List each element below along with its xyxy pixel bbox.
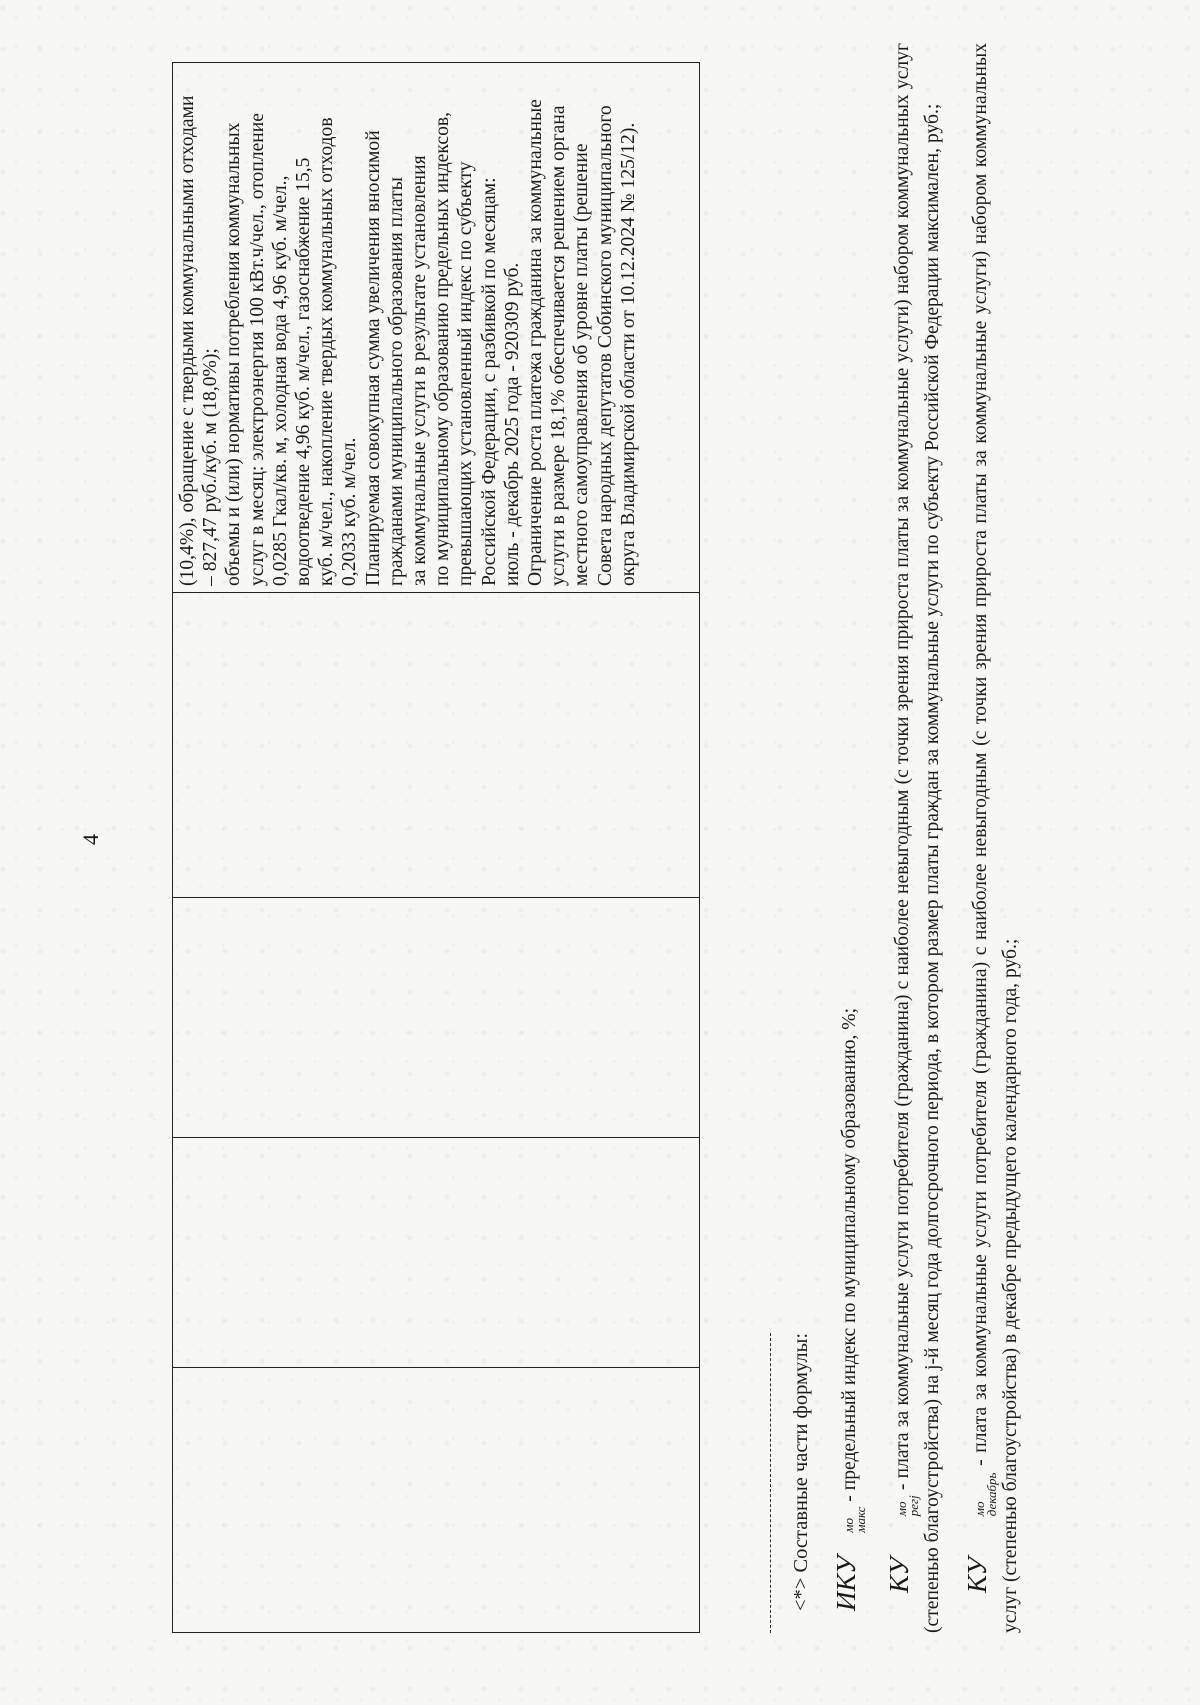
footnote-heading: <*> Составные части формулы: [790, 1332, 812, 1611]
footnote-item [962, 43, 1023, 1633]
table-cell-empty-3 [173, 898, 700, 1138]
cell-line: услуг в месяц: электроэнергия 100 кВт.ч/чел., отопление [246, 113, 268, 586]
cell-line: – 827,47 руб./куб. м (18,0%); [200, 348, 222, 586]
cell-line: Планируемая совокупная сумма увеличения вносимой [362, 130, 384, 586]
symbol-subscript: декабрь [984, 1472, 999, 1517]
cell-line: превышающих установленный индекс по субъекту [455, 161, 477, 586]
cell-line: 0,2033 куб. м/чел. [339, 437, 361, 586]
cell-line: услуги в размере 18,1% обеспечивается решением органа [548, 105, 570, 586]
cell-line: объемы и (или) нормативы потребления коммунальных [223, 122, 245, 586]
table-cell-empty-1 [173, 1368, 700, 1633]
symbol-subscript: регj [906, 1495, 921, 1517]
footnote-text: - плата за коммунальные услуги потребителя (гражданина) с наиболее невыгодным (с точки зрения прироста платы за коммунальные услуги) набором коммунальных услуг (степенью благоустройства) на j-й месяц года долгосрочного периода, в котором размер платы граждан за коммунальные услуги по субъекту Российской Федерации максимален, руб.; [892, 43, 943, 1633]
formula-symbol: КУ [962, 1557, 992, 1593]
cell-line: (10,4%), обращение с твердыми коммунальными отходами [177, 95, 198, 586]
footnote-text: - плата за коммунальные услуги потребителя (гражданина) с наиболее невыгодным (с точки зрения прироста платы за коммунальные услуги) набором коммунальных услуг (степенью благоустройства) в декабре предыдущего календарного года, руб.; [970, 43, 1021, 1633]
symbol-superscript: мо [841, 1517, 856, 1533]
cell-line: июль - декабрь 2025 года - 920309 руб. [501, 262, 523, 586]
cell-line: водоотведение 4,96 куб. м/чел., газоснабжение 15,5 [293, 157, 315, 586]
footnote-item [884, 43, 945, 1633]
cell-line: округа Владимирской области от 10.12.2024 № 125/12). [617, 122, 639, 586]
symbol-superscript: мо [972, 1501, 987, 1517]
symbol-subscript: макс [853, 1506, 868, 1533]
footnote-item [831, 43, 868, 1633]
data-table [172, 62, 700, 1633]
symbol-superscript: мо [894, 1501, 909, 1517]
footnote-separator [770, 1333, 771, 1633]
footnote-text: - предельный индекс по муниципальному образованию, %; [839, 1007, 860, 1507]
footnotes [770, 43, 1023, 1633]
cell-text [173, 63, 640, 592]
table-cell-empty-2 [173, 1138, 700, 1368]
cell-line: местного самоуправления об уровне платы (решение [571, 143, 593, 586]
cell-line: Совета народных депутатов Собинского муниципального [594, 105, 616, 586]
cell-line: Российской Федерации, с разбивкой по месяцам: [478, 177, 500, 586]
cell-line: Ограничение роста платежа гражданина за коммунальные [525, 99, 547, 586]
cell-line: за коммунальные услуги в результате установления [409, 155, 431, 586]
formula-symbol: КУ [884, 1557, 914, 1593]
cell-line: гражданами муниципального образования платы [385, 177, 407, 586]
cell-line: по муниципальному образованию предельных индексов, [432, 111, 454, 586]
formula-symbol: ИКУ [831, 1555, 861, 1611]
cell-line: куб. м/чел., накопление твердых коммунальных отходов [316, 117, 338, 586]
page-number: 4 [78, 834, 103, 845]
table-cell-description [173, 63, 700, 593]
cell-line: 0,0285 Гкал/кв. м, холодная вода 4,96 куб. м/чел., [269, 175, 291, 586]
table-cell-empty-4 [173, 593, 700, 898]
